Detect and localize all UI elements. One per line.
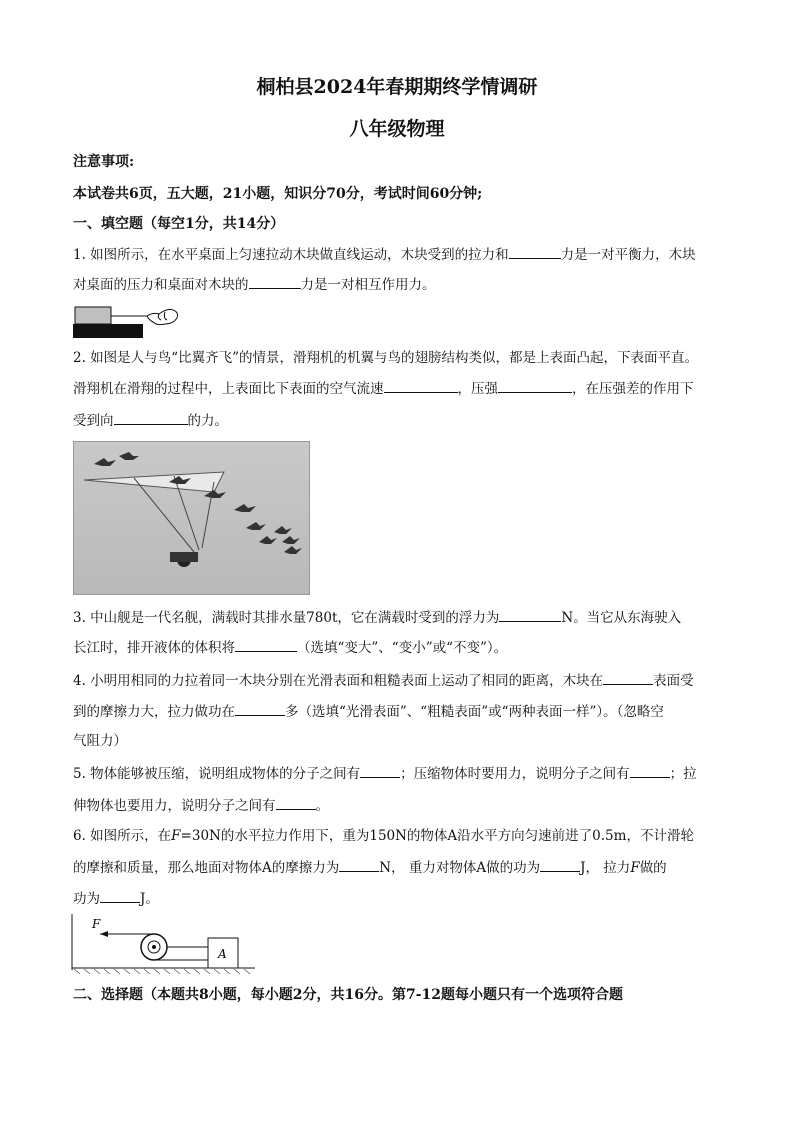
q4-line3: 气阻力）: [73, 733, 127, 749]
answer-blank[interactable]: [630, 763, 670, 778]
q1-line2: [73, 274, 436, 295]
q2-text: ，在压强差的作用下: [572, 381, 694, 397]
q6-text: =30N的水平拉力作用下，重为150N的物体A沿水平方向匀速前进了0.5m，不计滑轮: [180, 828, 694, 844]
answer-blank[interactable]: [249, 274, 301, 289]
q2-line3: [73, 410, 228, 431]
q3-text: N。当它从东海驶入: [561, 610, 682, 626]
q3-line1: [73, 607, 681, 628]
fig-force-label: F: [92, 917, 101, 931]
q5-text: 伸物体也要用力，说明分子之间有: [73, 798, 276, 814]
q4-text: 多（选填“光滑表面”、“粗糙表面”或“两种表面一样”）。（忽略空: [285, 704, 664, 720]
answer-blank[interactable]: [540, 857, 580, 872]
q6-text: N， 重力对物体A做的功为: [379, 860, 541, 876]
glider-and-birds-image: [74, 442, 309, 594]
q4-text: 到的摩擦力大，拉力做功在: [73, 704, 235, 720]
page-subtitle: 八年级物理: [349, 118, 445, 140]
notice-heading: 注意事项:: [73, 154, 135, 170]
answer-blank[interactable]: [276, 795, 316, 810]
q5-text: ；压缩物体时要用力，说明分子之间有: [400, 766, 630, 782]
q2-text: 滑翔机在滑翔的过程中，上表面比下表面的空气流速: [73, 381, 384, 397]
q1-text: 对桌面的压力和桌面对木块的: [73, 277, 249, 293]
q6-text: 的摩擦和质量，那么地面对物体A的摩擦力为: [73, 860, 340, 876]
notice-text: 本试卷共6页，五大题，21小题，知识分70分，考试时间60分钟;: [73, 186, 483, 202]
q4-text: 表面受: [653, 673, 694, 689]
answer-blank[interactable]: [114, 410, 188, 425]
section2-heading: 二、选择题（本题共8小题，每小题2分，共16分。第7-12题每小题只有一个选项符合题: [73, 987, 623, 1003]
q3-text: 3. 中山舰是一代名舰，满载时其排水量780t，它在满载时受到的浮力为: [73, 610, 500, 626]
q2-line2: [73, 378, 694, 399]
q5-text: ；拉: [669, 766, 697, 782]
answer-blank[interactable]: [509, 244, 561, 259]
q6-text: 功为: [73, 891, 100, 907]
q3-text: （选填“变大”、“变小”或“不变”）。: [297, 640, 508, 656]
q1-line1: [73, 244, 696, 265]
answer-blank[interactable]: [100, 888, 140, 903]
q6-line2: [73, 857, 667, 878]
answer-blank[interactable]: [235, 637, 297, 652]
answer-blank[interactable]: [384, 378, 458, 393]
q4-text: 4. 小明用相同的力拉着同一木块分别在光滑表面和粗糙表面上运动了相同的距离，木块在: [73, 673, 604, 689]
q5-text: 5. 物体能够被压缩，说明组成物体的分子之间有: [73, 766, 361, 782]
q1-text: 1. 如图所示，在水平桌面上匀速拉动木块做直线运动，木块受到的拉力和: [73, 247, 509, 263]
q6-text: J， 拉力: [580, 860, 631, 876]
q6-text: 做的: [639, 860, 667, 876]
section1-heading: 一、填空题（每空1分，共14分）: [73, 216, 285, 232]
q3-line2: [73, 637, 507, 658]
answer-blank[interactable]: [339, 857, 379, 872]
q2-line1: 2. 如图是人与鸟“比翼齐飞”的情景，滑翔机的机翼与鸟的翅膀结构类似，都是上表面凸起，下表面平直。: [73, 350, 698, 366]
q2-text: ，压强: [457, 381, 498, 397]
q4-line2: [73, 701, 664, 722]
q6-text: J。: [140, 891, 159, 907]
answer-blank[interactable]: [603, 670, 653, 685]
answer-blank[interactable]: [235, 701, 285, 716]
answer-blank[interactable]: [498, 378, 572, 393]
q6-text: 6. 如图所示，在: [73, 828, 172, 844]
q6-line1: [73, 826, 694, 846]
q6-force-symbol: F: [630, 860, 640, 876]
q1-text: 力是一对平衡力，木块: [560, 247, 696, 263]
q1-text: 力是一对相互作用力。: [300, 277, 436, 293]
q5-text: 。: [315, 798, 329, 814]
answer-blank[interactable]: [499, 607, 561, 622]
q6-pulley-figure: [70, 914, 260, 976]
q5-line1: [73, 763, 697, 784]
q2-text: 的力。: [187, 413, 228, 429]
page-title: 桐柏县2024年春期期终学情调研: [256, 76, 538, 98]
q6-force-symbol: F: [171, 828, 181, 844]
fig-block-label: A: [218, 947, 227, 961]
q2-glider-photo: [73, 441, 310, 595]
q5-line2: [73, 795, 329, 816]
q1-figure-block-on-table: [73, 302, 185, 340]
q6-line3: [73, 888, 159, 909]
answer-blank[interactable]: [360, 763, 400, 778]
q2-text: 受到向: [73, 413, 114, 429]
q3-text: 长江时，排开液体的体积将: [73, 640, 235, 656]
q4-line1: [73, 670, 694, 691]
